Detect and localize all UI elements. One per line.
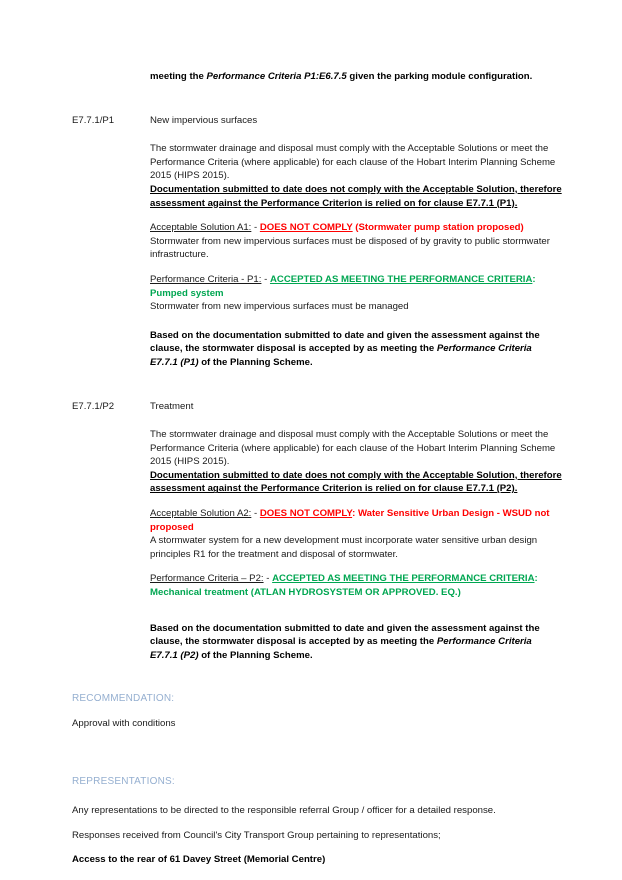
representations-subject-heading: Access to the rear of 61 Davey Street (Memorial Centre)	[72, 854, 326, 866]
spacer	[150, 413, 562, 428]
separator: -	[261, 273, 270, 285]
spacer	[72, 818, 562, 829]
spacer	[72, 789, 562, 804]
spacer	[72, 761, 562, 775]
status-badge-noncompliant-p1: DOES NOT COMPLY	[259, 222, 353, 234]
spacer	[150, 210, 562, 221]
conclusion-prefix-p2: Based on the documentation submitted to date and given the assessment against the clause, the stormwater disposal is accepted by as meeting the	[150, 622, 540, 648]
status-detail-p2: : Water Sensitive Urban Design - WSUD not proposed	[150, 508, 550, 533]
spacer	[72, 731, 562, 761]
status-detail-p1: (Stormwater pump station proposed)	[352, 222, 524, 234]
status-detail-compliant-p1: : Pumped system	[150, 273, 536, 299]
conclusion-suffix-p1: of the Planning Scheme.	[198, 356, 313, 368]
clause-section-p2	[72, 400, 562, 663]
representations-line-2: Responses received from Council's City Transport Group pertaining to representations;	[72, 829, 441, 841]
separator: -	[263, 573, 273, 585]
separator: -	[251, 508, 260, 520]
clause-conclusion-p1	[150, 329, 562, 370]
conclusion-suffix-p2: of the Planning Scheme.	[198, 649, 313, 661]
representations-section	[72, 775, 562, 867]
spacer	[72, 842, 562, 853]
clause-label-p2: E7.7.1/P2	[72, 400, 115, 412]
acceptable-solution-description-p1: Stormwater from new impervious surfaces must be disposed of by gravity to public stormwater infrastructure.	[150, 235, 550, 261]
clause-section-p1	[72, 114, 562, 370]
clause-label-p1: E7.7.1/P1	[72, 114, 115, 126]
separator: -	[251, 222, 260, 234]
acceptable-solution-description-p2: A stormwater system for a new development must incorporate water sensitive urban design principles R1 for the treatment and disposal of stormwater.	[150, 535, 538, 560]
spacer	[150, 561, 562, 572]
intro-suffix: given the parking module configuration.	[346, 71, 533, 82]
intro-paragraph	[150, 70, 562, 84]
spacer	[72, 706, 562, 717]
status-badge-compliant-p2: ACCEPTED AS MEETING THE PERFORMANCE CRITERIA	[272, 573, 535, 585]
spacer	[150, 127, 562, 142]
conclusion-prefix-p1: Based on the documentation submitted to date and given the assessment against the clause, the stormwater disposal is accepted by as meeting the	[150, 329, 540, 355]
performance-criteria-label-p1: Performance Criteria - P1:	[150, 273, 262, 285]
performance-criteria-label-p2: Performance Criteria – P2:	[150, 573, 264, 585]
clause-title-p1: New impervious surfaces	[150, 114, 258, 126]
spacer	[150, 600, 562, 622]
spacer	[150, 496, 562, 507]
recommendation-heading: RECOMMENDATION:	[72, 693, 175, 705]
clause-title-p2: Treatment	[150, 400, 194, 412]
clause-documentation-note-p1: Documentation submitted to date does not comply with the Acceptable Solution, therefore assessment against the Performance Criterion is relied on for clause E7.7.1 (P1).	[150, 183, 562, 209]
performance-criteria-heading-p1	[150, 273, 562, 300]
status-badge-compliant-p1: ACCEPTED AS MEETING THE PERFORMANCE CRITERIA	[269, 273, 533, 285]
intro-italic-reference: Performance Criteria P1:E6.7.5	[206, 71, 347, 82]
representations-line-1: Any representations to be directed to the responsible referral Group / officer for a detailed response.	[72, 805, 496, 816]
clause-standard-text-p2: The stormwater drainage and disposal must comply with the Acceptable Solutions or meet the Performance Criteria (where applicable) for each clause of the Hobart Interim Planning Scheme 2015 (HIPS 2015).	[150, 429, 556, 468]
spacer	[150, 262, 562, 273]
status-badge-noncompliant-p2: DOES NOT COMPLY	[259, 508, 353, 520]
performance-criteria-description-p1: Stormwater from new impervious surfaces must be managed	[150, 301, 409, 313]
clause-conclusion-p2	[150, 622, 562, 663]
spacer	[72, 84, 562, 114]
spacer	[150, 314, 562, 329]
spacer	[72, 370, 562, 400]
recommendation-text: Approval with conditions	[72, 718, 176, 730]
clause-documentation-note-p2: Documentation submitted to date does not comply with the Acceptable Solution, therefore assessment against the Performance Criterion is relied on for clause E7.7.1 (P2).	[150, 469, 562, 495]
conclusion-italic-p1: Performance Criteria E7.7.1 (P1)	[150, 343, 532, 368]
acceptable-solution-label-p2: Acceptable Solution A2:	[150, 508, 252, 520]
acceptable-solution-heading-p1	[150, 221, 562, 235]
acceptable-solution-label-p1: Acceptable Solution A1:	[150, 222, 252, 234]
spacer	[72, 662, 562, 692]
clause-standard-text-p1: The stormwater drainage and disposal must comply with the Acceptable Solutions or meet the Performance Criteria (where applicable) for each clause of the Hobart Interim Planning Scheme 2015 (HIPS 2015).	[150, 143, 556, 182]
representations-heading: REPRESENTATIONS:	[72, 776, 175, 787]
conclusion-italic-p2: Performance Criteria E7.7.1 (P2)	[150, 636, 532, 661]
performance-criteria-heading-p2	[150, 572, 562, 599]
intro-prefix: meeting the	[150, 71, 207, 82]
status-detail-compliant-p2: : Mechanical treatment (ATLAN HYDROSYSTEM OR APPROVED. EQ.)	[150, 573, 538, 599]
recommendation-section	[72, 692, 562, 731]
acceptable-solution-heading-p2	[150, 507, 562, 534]
